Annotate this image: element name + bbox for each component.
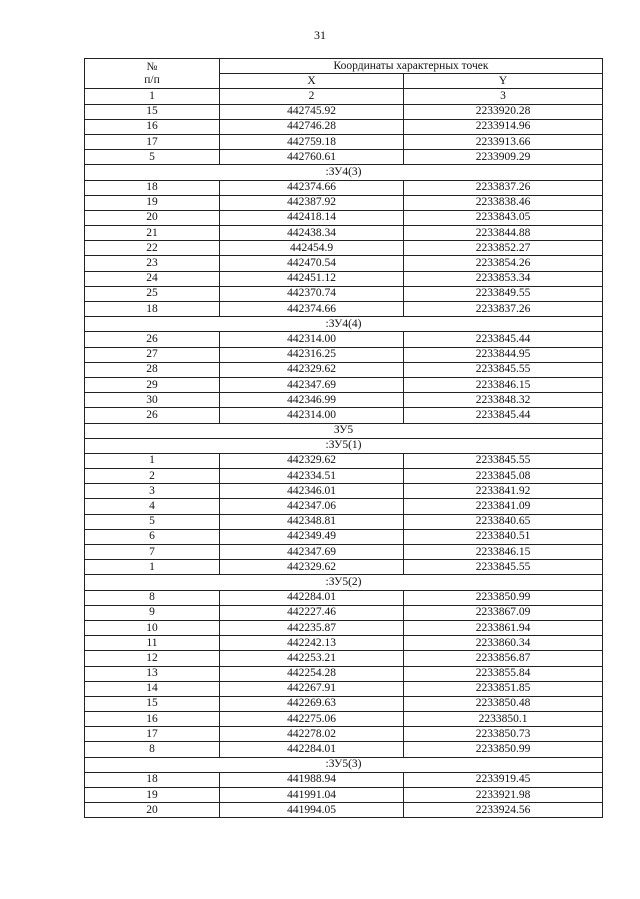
x-coordinate-cell: 442760.61 xyxy=(220,150,404,165)
y-coordinate-cell: 2233841.92 xyxy=(404,484,603,499)
y-coordinate-cell: 2233921.98 xyxy=(404,788,603,803)
table-row xyxy=(85,119,603,134)
table-row xyxy=(85,772,603,787)
x-coordinate-cell: 442269.63 xyxy=(220,696,404,711)
x-coordinate-cell: 442451.12 xyxy=(220,271,404,286)
x-coordinate-cell: 441994.05 xyxy=(220,803,404,818)
x-coordinate-cell: 442267.91 xyxy=(220,681,404,696)
section-row xyxy=(85,757,603,772)
y-coordinate-cell: 2233846.15 xyxy=(404,377,603,392)
point-number-cell: 1 xyxy=(85,453,220,468)
y-coordinate-cell: 2233850.1 xyxy=(404,712,603,727)
table-row xyxy=(85,393,603,408)
point-number-cell: 10 xyxy=(85,620,220,635)
table-row xyxy=(85,210,603,225)
section-row xyxy=(85,575,603,590)
x-coordinate-cell: 442284.01 xyxy=(220,742,404,757)
table-row xyxy=(85,408,603,423)
table-row xyxy=(85,605,603,620)
table-row xyxy=(85,195,603,210)
point-number-cell: 14 xyxy=(85,681,220,696)
point-number-cell: 19 xyxy=(85,195,220,210)
table-row xyxy=(85,286,603,301)
table-row xyxy=(85,742,603,757)
point-number-cell: 8 xyxy=(85,590,220,605)
y-coordinate-cell: 2233850.73 xyxy=(404,727,603,742)
x-coordinate-cell: 442275.06 xyxy=(220,712,404,727)
table-row xyxy=(85,469,603,484)
y-coordinate-cell: 2233909.29 xyxy=(404,150,603,165)
page-number: 31 xyxy=(314,28,326,42)
y-coordinate-cell: 2233845.55 xyxy=(404,560,603,575)
point-number-cell: 6 xyxy=(85,529,220,544)
point-number-cell: 8 xyxy=(85,742,220,757)
x-coordinate-cell: 442346.01 xyxy=(220,484,404,499)
y-coordinate-cell: 2233860.34 xyxy=(404,636,603,651)
table-row xyxy=(85,666,603,681)
section-label: :ЗУ4(4) xyxy=(85,317,603,332)
y-coordinate-cell: 2233914.96 xyxy=(404,119,603,134)
x-coordinate-cell: 442348.81 xyxy=(220,514,404,529)
point-number-cell: 20 xyxy=(85,210,220,225)
x-coordinate-cell: 442745.92 xyxy=(220,104,404,119)
y-column-header: Y xyxy=(404,74,603,89)
table-row xyxy=(85,560,603,575)
point-number-cell: 7 xyxy=(85,545,220,560)
table-row xyxy=(85,180,603,195)
point-number-cell: 19 xyxy=(85,788,220,803)
x-coordinate-cell: 442349.49 xyxy=(220,529,404,544)
point-number-cell: 23 xyxy=(85,256,220,271)
y-coordinate-cell: 2233840.65 xyxy=(404,514,603,529)
y-coordinate-cell: 2233855.84 xyxy=(404,666,603,681)
y-coordinate-cell: 2233850.48 xyxy=(404,696,603,711)
point-number-cell: 13 xyxy=(85,666,220,681)
point-number-cell: 30 xyxy=(85,393,220,408)
y-coordinate-cell: 2233852.27 xyxy=(404,241,603,256)
y-coordinate-cell: 2233920.28 xyxy=(404,104,603,119)
table-row xyxy=(85,529,603,544)
y-coordinate-cell: 2233837.26 xyxy=(404,302,603,317)
point-number-cell: 16 xyxy=(85,712,220,727)
x-coordinate-cell: 442284.01 xyxy=(220,590,404,605)
point-number-cell: 18 xyxy=(85,772,220,787)
y-coordinate-cell: 2233837.26 xyxy=(404,180,603,195)
y-coordinate-cell: 2233919.45 xyxy=(404,772,603,787)
table-row xyxy=(85,347,603,362)
table-row xyxy=(85,620,603,635)
section-label: :ЗУ5(1) xyxy=(85,438,603,453)
point-number-cell: 11 xyxy=(85,636,220,651)
coordinates-table xyxy=(84,58,603,818)
table-row xyxy=(85,514,603,529)
point-number-cell: 22 xyxy=(85,241,220,256)
y-coordinate-cell: 2233838.46 xyxy=(404,195,603,210)
x-coordinate-cell: 442374.66 xyxy=(220,302,404,317)
section-row xyxy=(85,423,603,438)
point-number-cell: 29 xyxy=(85,377,220,392)
table-row xyxy=(85,150,603,165)
table-row xyxy=(85,803,603,818)
section-row xyxy=(85,165,603,180)
point-number-cell: 15 xyxy=(85,696,220,711)
y-coordinate-cell: 2233924.56 xyxy=(404,803,603,818)
y-coordinate-cell: 2233846.15 xyxy=(404,545,603,560)
table-row xyxy=(85,484,603,499)
y-coordinate-cell: 2233861.94 xyxy=(404,620,603,635)
x-coordinate-cell: 442454.9 xyxy=(220,241,404,256)
section-row xyxy=(85,317,603,332)
column-index-3: 3 xyxy=(404,89,603,104)
point-number-cell: 17 xyxy=(85,134,220,149)
x-coordinate-cell: 441988.94 xyxy=(220,772,404,787)
x-coordinate-cell: 442470.54 xyxy=(220,256,404,271)
y-coordinate-cell: 2233849.55 xyxy=(404,286,603,301)
column-index-2: 2 xyxy=(220,89,404,104)
table-row xyxy=(85,712,603,727)
table-row xyxy=(85,226,603,241)
y-coordinate-cell: 2233853.34 xyxy=(404,271,603,286)
x-coordinate-cell: 442314.00 xyxy=(220,408,404,423)
x-coordinate-cell: 442387.92 xyxy=(220,195,404,210)
x-coordinate-cell: 442235.87 xyxy=(220,620,404,635)
point-number-cell: 9 xyxy=(85,605,220,620)
point-number-cell: 21 xyxy=(85,226,220,241)
y-coordinate-cell: 2233845.44 xyxy=(404,332,603,347)
x-coordinate-cell: 442254.28 xyxy=(220,666,404,681)
table-row xyxy=(85,134,603,149)
x-coordinate-cell: 442329.62 xyxy=(220,362,404,377)
y-coordinate-cell: 2233845.55 xyxy=(404,362,603,377)
section-row xyxy=(85,438,603,453)
table-row xyxy=(85,241,603,256)
point-number-header xyxy=(85,59,220,89)
point-number-cell: 26 xyxy=(85,408,220,423)
y-coordinate-cell: 2233867.09 xyxy=(404,605,603,620)
column-index-1: 1 xyxy=(85,89,220,104)
x-coordinate-cell: 442278.02 xyxy=(220,727,404,742)
table-row xyxy=(85,453,603,468)
y-coordinate-cell: 2233851.85 xyxy=(404,681,603,696)
y-coordinate-cell: 2233856.87 xyxy=(404,651,603,666)
table-row xyxy=(85,271,603,286)
y-coordinate-cell: 2233843.05 xyxy=(404,210,603,225)
x-coordinate-cell: 442253.21 xyxy=(220,651,404,666)
table-row xyxy=(85,104,603,119)
table-body xyxy=(85,104,603,818)
x-coordinate-cell: 442314.00 xyxy=(220,332,404,347)
x-coordinate-cell: 442242.13 xyxy=(220,636,404,651)
point-number-cell: 3 xyxy=(85,484,220,499)
table-row xyxy=(85,636,603,651)
table-row xyxy=(85,545,603,560)
y-coordinate-cell: 2233845.55 xyxy=(404,453,603,468)
section-label: :ЗУ5(2) xyxy=(85,575,603,590)
point-number-cell: 16 xyxy=(85,119,220,134)
point-number-cell: 24 xyxy=(85,271,220,286)
point-number-cell: 4 xyxy=(85,499,220,514)
point-number-cell: 1 xyxy=(85,560,220,575)
y-coordinate-cell: 2233844.88 xyxy=(404,226,603,241)
point-number-cell: 25 xyxy=(85,286,220,301)
x-coordinate-cell: 442746.28 xyxy=(220,119,404,134)
x-column-header: X xyxy=(220,74,404,89)
y-coordinate-cell: 2233841.09 xyxy=(404,499,603,514)
section-label: :ЗУ5(3) xyxy=(85,757,603,772)
table-row xyxy=(85,332,603,347)
y-coordinate-cell: 2233844.95 xyxy=(404,347,603,362)
table-row xyxy=(85,499,603,514)
table-row xyxy=(85,377,603,392)
point-number-cell: 5 xyxy=(85,514,220,529)
point-number-cell: 28 xyxy=(85,362,220,377)
point-number-cell: 20 xyxy=(85,803,220,818)
x-coordinate-cell: 442370.74 xyxy=(220,286,404,301)
x-coordinate-cell: 442346.99 xyxy=(220,393,404,408)
table-row xyxy=(85,651,603,666)
point-number-cell: 26 xyxy=(85,332,220,347)
x-coordinate-cell: 442374.66 xyxy=(220,180,404,195)
coordinates-title: Координаты характерных точек xyxy=(220,59,603,74)
x-coordinate-cell: 441991.04 xyxy=(220,788,404,803)
number-sign: № xyxy=(146,60,158,73)
table-row xyxy=(85,681,603,696)
point-number-cell: 27 xyxy=(85,347,220,362)
y-coordinate-cell: 2233854.26 xyxy=(404,256,603,271)
section-label: ЗУ5 xyxy=(85,423,603,438)
point-number-cell: 2 xyxy=(85,469,220,484)
x-coordinate-cell: 442316.25 xyxy=(220,347,404,362)
point-number-cell: 17 xyxy=(85,727,220,742)
section-label: :ЗУ4(3) xyxy=(85,165,603,180)
y-coordinate-cell: 2233913.66 xyxy=(404,134,603,149)
y-coordinate-cell: 2233850.99 xyxy=(404,590,603,605)
table-row xyxy=(85,590,603,605)
table-row xyxy=(85,727,603,742)
table-row xyxy=(85,256,603,271)
x-coordinate-cell: 442329.62 xyxy=(220,560,404,575)
y-coordinate-cell: 2233845.08 xyxy=(404,469,603,484)
table-row xyxy=(85,788,603,803)
x-coordinate-cell: 442334.51 xyxy=(220,469,404,484)
point-number-cell: 18 xyxy=(85,180,220,195)
x-coordinate-cell: 442347.06 xyxy=(220,499,404,514)
x-coordinate-cell: 442418.14 xyxy=(220,210,404,225)
y-coordinate-cell: 2233848.32 xyxy=(404,393,603,408)
table-row xyxy=(85,302,603,317)
x-coordinate-cell: 442347.69 xyxy=(220,545,404,560)
x-coordinate-cell: 442329.62 xyxy=(220,453,404,468)
x-coordinate-cell: 442438.34 xyxy=(220,226,404,241)
point-number-cell: 15 xyxy=(85,104,220,119)
point-number-cell: 12 xyxy=(85,651,220,666)
y-coordinate-cell: 2233850.99 xyxy=(404,742,603,757)
point-number-cell: 18 xyxy=(85,302,220,317)
x-coordinate-cell: 442759.18 xyxy=(220,134,404,149)
y-coordinate-cell: 2233840.51 xyxy=(404,529,603,544)
point-number-cell: 5 xyxy=(85,150,220,165)
x-coordinate-cell: 442347.69 xyxy=(220,377,404,392)
x-coordinate-cell: 442227.46 xyxy=(220,605,404,620)
y-coordinate-cell: 2233845.44 xyxy=(404,408,603,423)
table-row xyxy=(85,362,603,377)
table-row xyxy=(85,696,603,711)
point-abbrev: п/п xyxy=(144,73,160,86)
